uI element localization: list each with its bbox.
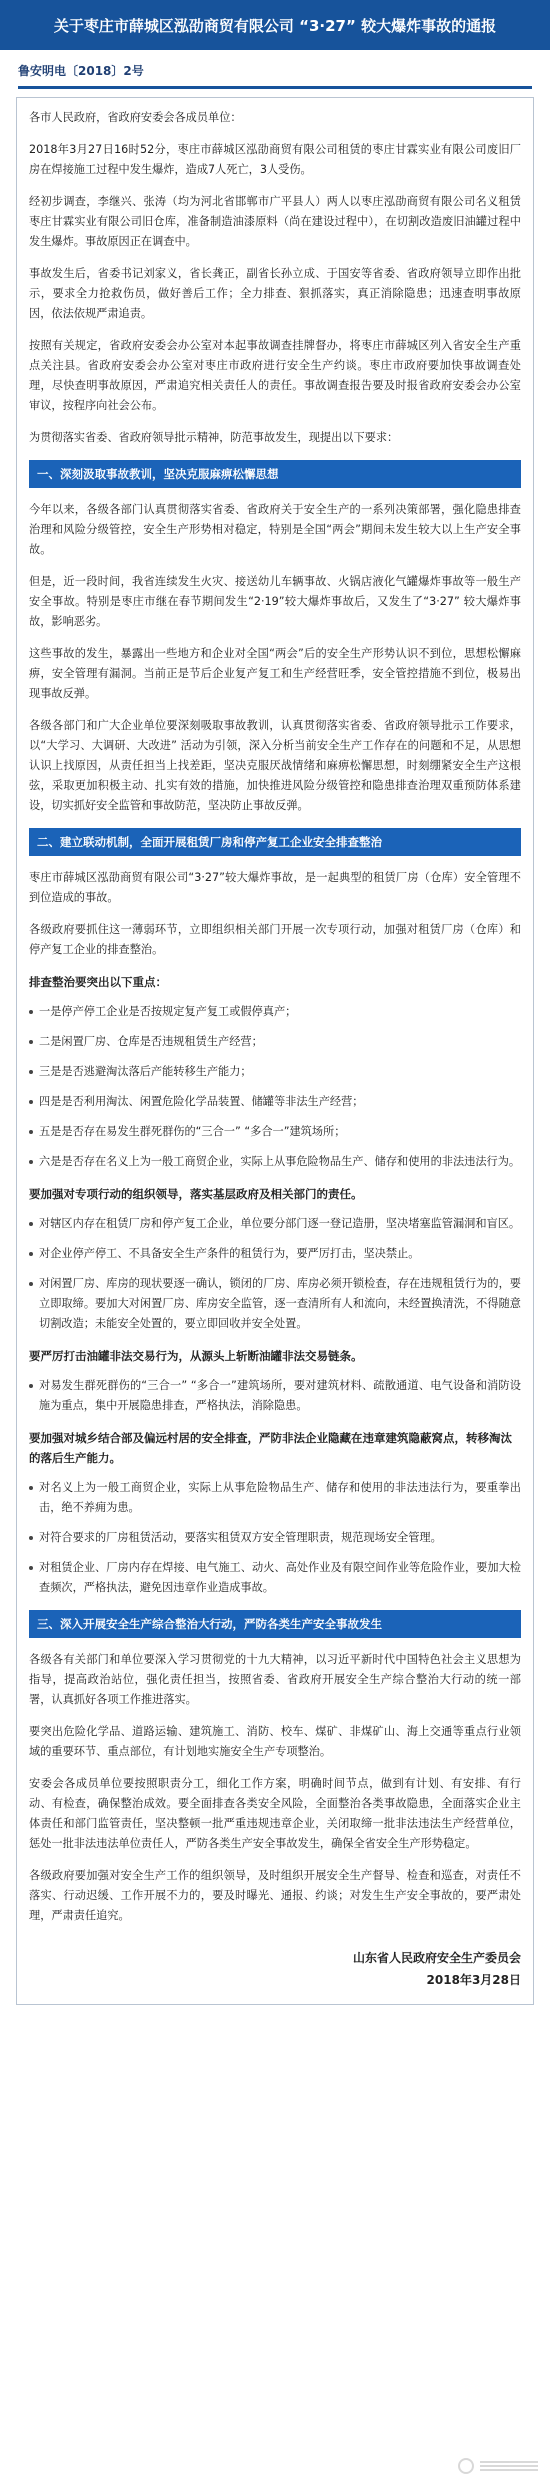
focus-list	[29, 1002, 521, 1172]
watermark-circle-icon	[458, 2458, 474, 2474]
rural-item: 对名义上为一般工商贸企业，实际上从事危险物品生产、储存和使用的非法违法行为，要重拳出击，绝不养痈为患。	[29, 1478, 521, 1518]
issuer-signature: 山东省人民政府安全生产委员会	[352, 1951, 521, 1965]
focus-item: 六是是否存在名义上为一般工商贸企业，实际上从事危险物品生产、储存和使用的非法违法行为。	[29, 1152, 521, 1172]
section-3-paragraph-3: 安委会各成员单位要按照职责分工，细化工作方案，明确时间节点，做到有计划、有安排、有行动、有检查，确保整治成效。要全面排查各类安全风险，全面整治各类事故隐患，全面落实企业主体责任和部门监管责任，坚决整顿一批严重违规违章企业，关闭取缔一批非法违法生产经营单位，惩处一批非法违法单位责任人，严防各类生产安全事故发生，确保全省安全生产形势稳定。	[29, 1777, 521, 1850]
intro-paragraph-3: 事故发生后，省委书记刘家义，省长龚正，副省长孙立成、于国安等省委、省政府领导立即作出批示，要求全力抢救伤员，做好善后工作；全力排查、狠抓落实，真正消除隐患；迅速查明事故原因，依法依规严肃追责。	[29, 267, 521, 320]
intro-paragraph-2: 经初步调查，李继兴、张涛（均为河北省邯郸市广平县人）两人以枣庄泓劭商贸有限公司名义租赁枣庄甘霖实业有限公司旧仓库，准备制造油漆原料（尚在建设过程中），在切割改造废旧油罐过程中发生爆炸。事故原因正在调查中。	[29, 195, 521, 248]
section-2-heading: 二、建立联动机制，全面开展租赁厂房和停产复工企业安全排查整治	[29, 828, 521, 856]
intro-paragraph-5: 为贯彻落实省委、省政府领导批示精神，防范事故发生，现提出以下要求：	[29, 431, 399, 444]
organization-heading: 要加强对专项行动的组织领导，落实基层政府及相关部门的责任。	[29, 1187, 363, 1201]
section-3-heading: 三、深入开展安全生产综合整治大行动，严防各类生产安全事故发生	[29, 1610, 521, 1638]
document-number: 鲁安明电〔2018〕2号	[18, 62, 532, 89]
rural-heading: 要加强对城乡结合部及偏远村居的安全排查，严防非法企业隐藏在违章建筑隐蔽窝点，转移淘汰的落后生产能力。	[29, 1431, 512, 1465]
organization-list	[29, 1214, 521, 1334]
section-1-heading: 一、深刻汲取事故教训，坚决克服麻痹松懈思想	[29, 460, 521, 488]
salutation: 各市人民政府，省政府安委会各成员单位：	[29, 111, 242, 124]
strike-heading: 要严厉打击油罐非法交易行为，从源头上斩断油罐非法交易链条。	[29, 1349, 363, 1363]
focus-heading: 排查整治要突出以下重点：	[29, 975, 167, 989]
focus-item: 二是闲置厂房、仓库是否违规租赁生产经营；	[29, 1032, 521, 1052]
notice-body	[16, 97, 534, 2005]
issue-date: 2018年3月28日	[426, 1973, 521, 1987]
organization-item: 对企业停产停工、不具备安全生产条件的租赁行为，要严厉打击，坚决禁止。	[29, 1244, 521, 1264]
section-1-paragraph-4: 各级各部门和广大企业单位要深刻吸取事故教训，认真贯彻落实省委、省政府领导批示工作要求，以“大学习、大调研、大改进” 活动为引领，深入分析当前安全生产工作存在的问题和不足，从思想认识上找原因，从责任担当上找差距，坚决克服厌战情绪和麻痹松懈思想，时刻绷紧安全生产这根弦，采取更加积极主动、扎实有效的措施，加快推进风险分级管控和隐患排查治理双重预防体系建设，切实抓好安全监管和事故防范，坚决防止事故反弹。	[29, 719, 521, 812]
rural-item: 对租赁企业、厂房内存在焊接、电气施工、动火、高处作业及有限空间作业等危险作业，要加大检查频次，严格执法，避免因违章作业造成事故。	[29, 1558, 521, 1598]
watermark-icon	[443, 2456, 538, 2476]
section-2-paragraph-1: 枣庄市薛城区泓劭商贸有限公司“3·27”较大爆炸事故，是一起典型的租赁厂房（仓库）安全管理不到位造成的事故。	[29, 871, 521, 904]
section-3-paragraph-1: 各级各有关部门和单位要深入学习贯彻党的十九大精神，以习近平新时代中国特色社会主义思想为指导，提高政治站位，强化责任担当，按照省委、省政府开展安全生产综合整治大行动的统一部署，认真抓好各项工作推进落实。	[29, 1653, 521, 1706]
intro-paragraph-1: 2018年3月27日16时52分，枣庄市薛城区泓劭商贸有限公司租赁的枣庄甘霖实业有限公司废旧厂房在焊接施工过程中发生爆炸，造成7人死亡，3人受伤。	[29, 143, 521, 176]
organization-item: 对闲置厂房、库房的现状要逐一确认，锁闭的厂房、库房必须开锁检查，存在违规租赁行为的，要立即取缔。要加大对闲置厂房、库房安全监管，逐一查清所有人和流向，未经置换清洗，不得随意切割改造；未能安全处置的，要立即回收并安全处置。	[29, 1274, 521, 1334]
rural-item: 对符合要求的厂房租赁活动，要落实租赁双方安全管理职责，规范现场安全管理。	[29, 1528, 521, 1548]
focus-item: 五是是否存在易发生群死群伤的“三合一” “多合一”建筑场所；	[29, 1122, 521, 1142]
rural-list	[29, 1478, 521, 1598]
section-2-paragraph-2: 各级政府要抓住这一薄弱环节，立即组织相关部门开展一次专项行动，加强对租赁厂房（仓库）和停产复工企业的排查整治。	[29, 923, 521, 956]
section-1-paragraph-1: 今年以来，各级各部门认真贯彻落实省委、省政府关于安全生产的一系列决策部署，强化隐患排查治理和风险分级管控，安全生产形势相对稳定，特别是全国“两会”期间未发生较大以上生产安全事故。	[29, 503, 521, 556]
section-1-paragraph-3: 这些事故的发生，暴露出一些地方和企业对全国“两会”后的安全生产形势认识不到位，思想松懈麻痹，安全管理有漏洞。当前正是节后企业复产复工和生产经营旺季，安全管控措施不到位，极易出现事故反弹。	[29, 647, 521, 700]
intro-paragraph-4: 按照有关规定，省政府安委会办公室对本起事故调查挂牌督办，将枣庄市薛城区列入省安全生产重点关注县。省政府安委会办公室对枣庄市政府进行安全生产约谈。枣庄市政府要加快事故调查处理，尽快查明事故原因，严肃追究相关责任人的责任。事故调查报告要及时报省政府安委会办公室审议，按程序向社会公布。	[29, 339, 521, 412]
section-3-paragraph-2: 要突出危险化学品、道路运输、建筑施工、消防、校车、煤矿、非煤矿山、海上交通等重点行业领域的重要环节、重点部位，有计划地实施安全生产专项整治。	[29, 1725, 521, 1758]
watermark-lines-icon	[480, 2461, 538, 2471]
focus-item: 四是是否利用淘汰、闲置危险化学品装置、储罐等非法生产经营；	[29, 1092, 521, 1112]
organization-item: 对辖区内存在租赁厂房和停产复工企业，单位要分部门逐一登记造册，坚决堵塞监管漏洞和盲区。	[29, 1214, 521, 1234]
section-1-paragraph-2: 但是，近一段时间，我省连续发生火灾、接送幼儿车辆事故、火锅店液化气罐爆炸事故等一般生产安全事故。特别是枣庄市继在春节期间发生“2·19”较大爆炸事故后，又发生了“3·27” 较大爆炸事故，影响恶劣。	[29, 575, 521, 628]
focus-item: 三是是否逃避淘汰落后产能转移生产能力；	[29, 1062, 521, 1082]
strike-list	[29, 1376, 521, 1416]
section-3-paragraph-4: 各级政府要加强对安全生产工作的组织领导，及时组织开展安全生产督导、检查和巡查，对责任不落实、行动迟缓、工作开展不力的，要及时曝光、通报、约谈；对发生生产安全事故的，要严肃处理，严肃责任追究。	[29, 1869, 521, 1922]
page-title: 关于枣庄市薛城区泓劭商贸有限公司 “3·27” 较大爆炸事故的通报	[0, 0, 550, 50]
focus-item: 一是停产停工企业是否按规定复产复工或假停真产；	[29, 1002, 521, 1022]
strike-item: 对易发生群死群伤的“三合一” “多合一”建筑场所，要对建筑材料、疏散通道、电气设备和消防设施为重点，集中开展隐患排查，严格执法，消除隐患。	[29, 1376, 521, 1416]
